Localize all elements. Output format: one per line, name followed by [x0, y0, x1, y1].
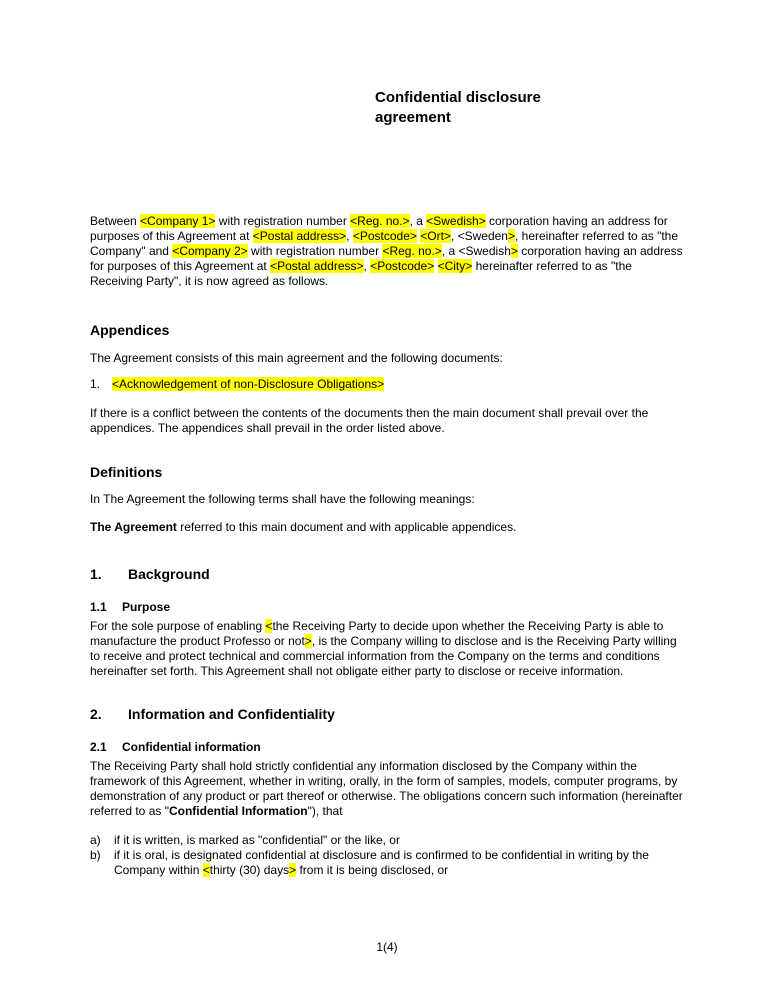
appendices-conflict-paragraph: If there is a conflict between the contents of the documents then the main document shall prevail over the appendices. The appendices shall prevail in the order listed above. [90, 405, 649, 435]
section-1-number: 1. [90, 566, 102, 583]
section-2-number: 2. [90, 706, 102, 723]
section-2-1-paragraph: The Receiving Party shall hold strictly confidential any information disclosed by the Company within the framework of this Agreement, whether in writing, orally, in the form of samples, models, computer programs, by demonstration of any product or part thereof or otherwise. The obligations concern such information (hereinafter referred to as "Confidential Information"), that [90, 759, 683, 819]
section-1-heading [90, 565, 684, 583]
section-1-1-heading [90, 600, 684, 615]
appendix-item-text: <Acknowledgement of non-Disclosure Obligations> [112, 376, 385, 391]
confidentiality-conditions-list [90, 833, 684, 878]
section-1-title: Background [128, 566, 210, 583]
list-item-text: if it is written, is marked as "confidential" or the like, or [114, 833, 400, 848]
section-1-1-number: 1.1 [90, 600, 107, 615]
definitions-term-paragraph: The Agreement referred to this main document and with applicable appendices. [90, 520, 517, 535]
section-2-1-number: 2.1 [90, 740, 107, 755]
appendix-list-item [90, 377, 684, 392]
definitions-intro: In The Agreement the following terms shall have the following meanings: [90, 492, 475, 507]
intro-paragraph: Between <Company 1> with registration number <Reg. no.>, a <Swedish> corporation having an address for purposes of this Agreement at <Postal address>, <Postcode> <Ort>, <Sweden>, hereinafter referred to as "the Company" and <Company 2> with registration number <Reg. no.>, a <Swedish> corporation having an address for purposes of this Agreement at <Postal address>, <Postcode> <City> hereinafter referred to as "the Receiving Party", it is now agreed as follows. [90, 214, 683, 288]
appendices-heading: Appendices [90, 322, 170, 338]
list-item [90, 833, 684, 848]
section-2-title: Information and Confidentiality [128, 706, 335, 723]
appendices-intro: The Agreement consists of this main agreement and the following documents: [90, 350, 503, 365]
list-item-marker: a) [90, 833, 101, 848]
list-item [90, 848, 684, 878]
document-title: Confidential disclosure agreement [375, 89, 541, 126]
definitions-heading: Definitions [90, 463, 163, 480]
page-number: 1(4) [376, 940, 398, 954]
section-2-heading [90, 705, 684, 723]
section-2-1-heading [90, 740, 684, 755]
section-2-1-title: Confidential information [122, 740, 261, 755]
section-1-1-paragraph: For the sole purpose of enabling <the Receiving Party to decide upon whether the Receiving Party is able to manufacture the product Professo or not>, is the Company willing to disclose and is the Receiving Party willing to receive and protect technical and commercial information from the Company on the terms and conditions hereinafter set forth. This Agreement shall not obligate either party to disclose or receive information. [90, 619, 677, 679]
appendix-item-number: 1. [90, 376, 101, 391]
list-item-text: if it is oral, is designated confidential at disclosure and is confirmed to be confidential in writing by the Company within <thirty (30) days> from it is being disclosed, or [114, 848, 649, 878]
list-item-marker: b) [90, 848, 101, 863]
section-1-1-title: Purpose [122, 600, 171, 615]
